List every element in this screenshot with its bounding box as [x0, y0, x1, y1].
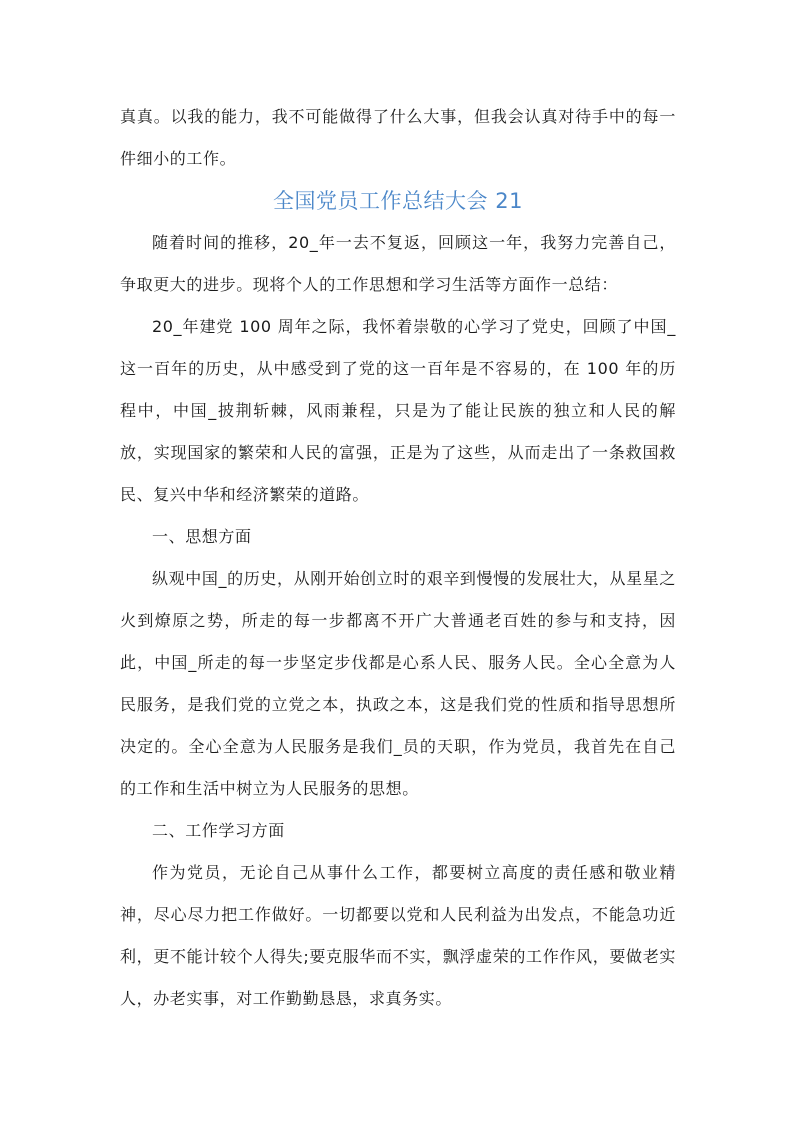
heading-thought: 一、思想方面: [152, 527, 252, 546]
document-page: [120, 96, 676, 1020]
paragraph-party-history: 20_年建党 100 周年之际，我怀着崇敬的心学习了党史，回顾了中国_这一百年的历史，从中感受到了党的这一百年是不容易的，在 100 年的历程中，中国_披荆斩棘，风雨兼程，只是为了能让民族的独立和人民的解放，实现国家的繁荣和人民的富强，正是为了这些，从而走出了一条救国救民、复兴中华和经济繁荣的道路。: [120, 317, 676, 504]
intro-paragraph: 真真。以我的能力，我不可能做得了什么大事，但我会认真对待手中的每一件细小的工作。: [120, 107, 676, 168]
heading-work-study: 二、工作学习方面: [152, 821, 285, 840]
paragraph-work-study: 作为党员，无论自己从事什么工作，都要树立高度的责任感和敬业精神，尽心尽力把工作做好。一切都要以党和人民利益为出发点，不能急功近利，更不能计较个人得失;要克服华而不实，飘浮虚荣的工作作风，要做老实人，办老实事，对工作勤勤恳恳，求真务实。: [120, 863, 676, 1008]
section-title: 全国党员工作总结大会 21: [273, 189, 523, 213]
paragraph-thought: 纵观中国_的历史，从刚开始创立时的艰辛到慢慢的发展壮大，从星星之火到燎原之势，所走的每一步都离不开广大普通老百姓的参与和支持，因此，中国_所走的每一步坚定步伐都是心系人民、服务人民。全心全意为人民服务，是我们党的立党之本，执政之本，这是我们党的性质和指导思想所决定的。全心全意为人民服务是我们_员的天职，作为党员，我首先在自己的工作和生活中树立为人民服务的思想。: [120, 569, 676, 798]
paragraph-intro-summary: 随着时间的推移，20_年一去不复返，回顾这一年，我努力完善自己，争取更大的进步。现将个人的工作思想和学习生活等方面作一总结：: [120, 233, 676, 294]
